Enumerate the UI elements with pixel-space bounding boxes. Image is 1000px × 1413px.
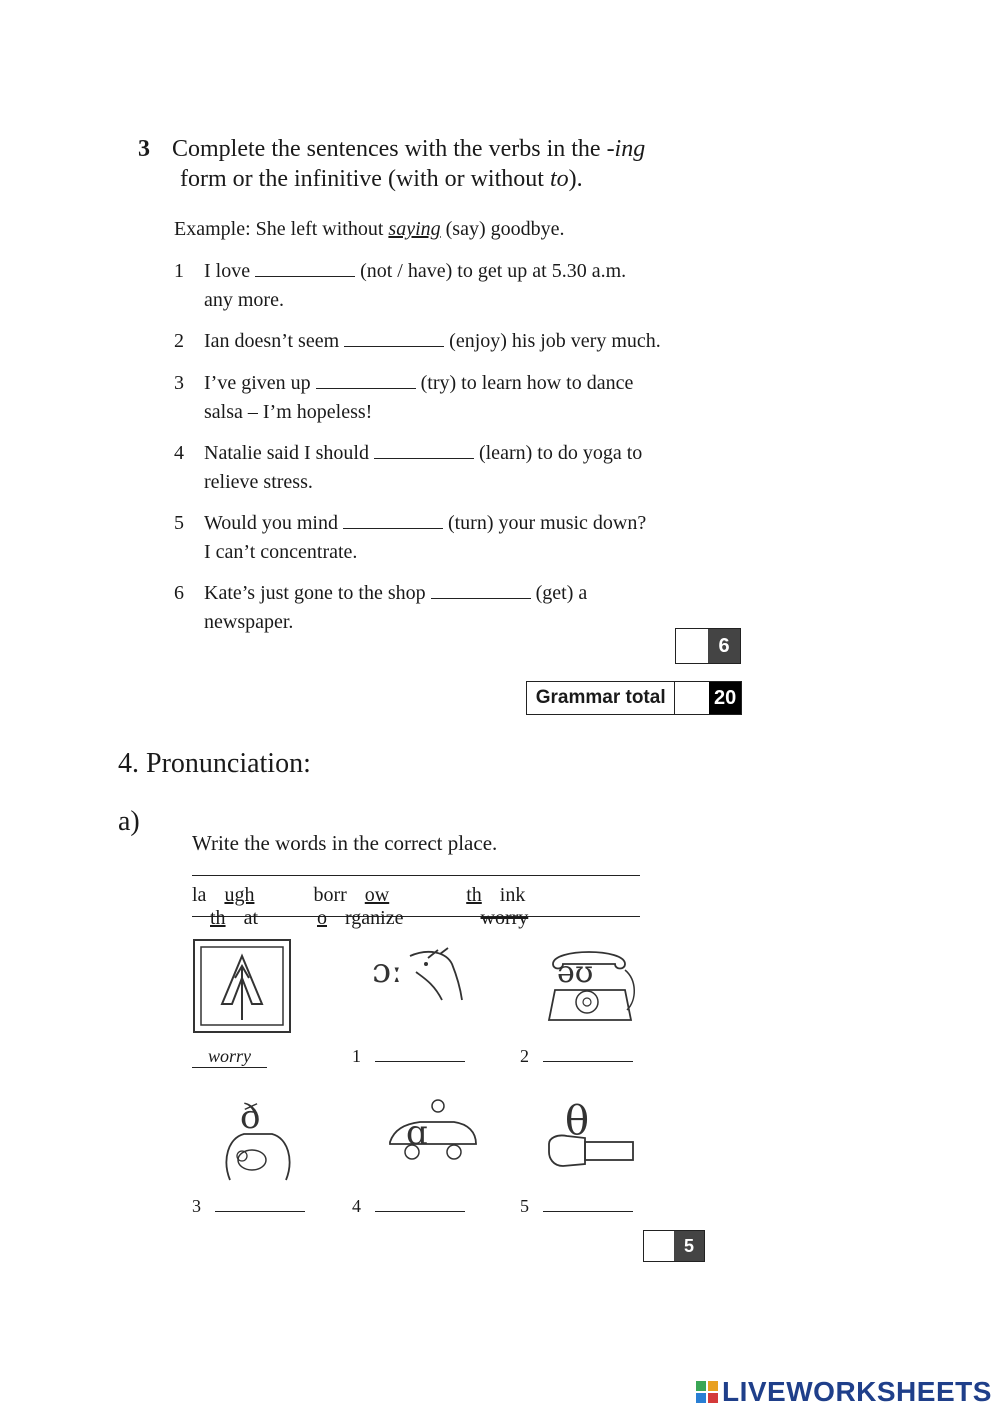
item-text-before: I’ve given up	[204, 372, 311, 394]
item-text-after: (turn) your music down?	[447, 512, 647, 534]
instruction-text-2a: form or the infinitive (with or without	[180, 166, 544, 192]
answer-blank[interactable]	[215, 1211, 305, 1212]
item-text-line2: any more.	[204, 289, 284, 311]
mother-baby-icon	[220, 1088, 296, 1184]
picture-horse	[368, 944, 468, 1002]
item-text-before: I love	[204, 260, 251, 282]
logo-icon	[696, 1381, 718, 1403]
item-text-line2: relieve stress.	[204, 471, 313, 493]
word-item-struck: worry	[480, 907, 529, 929]
grammar-total-max: 20	[709, 682, 741, 714]
answer-blank[interactable]	[375, 1061, 465, 1062]
example-answer: saying	[388, 218, 441, 240]
answer-blank[interactable]	[375, 1211, 465, 1212]
word-box	[192, 875, 640, 929]
list-item	[174, 369, 764, 439]
horse-icon	[368, 944, 468, 1004]
up-arrow-sign-icon	[192, 938, 292, 1034]
answer-blank[interactable]	[255, 258, 355, 277]
list-item	[174, 439, 764, 509]
exercise3-items	[174, 257, 764, 649]
picture-sign-up-arrow	[192, 938, 292, 1034]
picture-label-3: 3	[192, 1196, 305, 1217]
item-text-line2: newspaper.	[204, 611, 294, 633]
instruction-text-2b: ).	[568, 166, 583, 192]
word-item: la ugh	[192, 884, 255, 906]
car-icon	[384, 1094, 480, 1166]
part-a-label: a)	[118, 806, 140, 837]
item-number: 1	[174, 260, 184, 282]
pronunciation-instruction: Write the words in the correct place.	[192, 831, 498, 855]
example-sentence	[174, 215, 564, 244]
logo-text: LIVEWORKSHEETS	[722, 1376, 992, 1407]
picture-label-5: 5	[520, 1196, 633, 1217]
item-number: 4	[174, 442, 184, 464]
exercise3-instruction	[138, 134, 778, 194]
grammar-total-box	[526, 681, 742, 715]
exercise3-score-box	[675, 628, 741, 664]
instruction-text-1: Complete the sentences with the verbs in the	[172, 136, 601, 162]
picture-car	[384, 1094, 480, 1166]
instruction-to: to	[549, 166, 569, 192]
pronunciation-score-box	[643, 1230, 705, 1262]
svg-text:əʊ: əʊ	[557, 955, 594, 990]
word-item: borr ow	[313, 884, 390, 906]
item-text-after: (try) to learn how to dance	[420, 372, 634, 394]
score-max: 6	[708, 629, 740, 663]
pronunciation-heading: 4. Pronunciation:	[118, 748, 311, 779]
example-after: (say) goodbye.	[445, 218, 565, 240]
svg-text:ɔː: ɔː	[372, 951, 403, 991]
item-number: 2	[174, 330, 184, 352]
picture-label-4: 4	[352, 1196, 465, 1217]
item-text-before: Natalie said I should	[204, 442, 369, 464]
score-input[interactable]	[644, 1231, 674, 1261]
thumb-icon	[545, 1094, 637, 1174]
item-text-before: Would you mind	[204, 512, 338, 534]
item-text-after: (get) a	[535, 582, 588, 604]
picture-answer-0	[192, 1046, 267, 1068]
answer-blank[interactable]	[431, 580, 531, 599]
answer-blank[interactable]	[343, 510, 443, 529]
item-text-before: Kate’s just gone to the shop	[204, 582, 426, 604]
liveworksheets-logo	[696, 1376, 992, 1408]
answer-blank[interactable]	[316, 370, 416, 389]
example-label: Example:	[174, 218, 251, 240]
svg-text:ɑ: ɑ	[406, 1113, 428, 1153]
svg-text:ð: ð	[240, 1097, 261, 1137]
word-item: o rganize	[317, 907, 404, 929]
item-number: 6	[174, 582, 184, 604]
list-item	[174, 509, 764, 579]
answer-blank[interactable]	[543, 1061, 633, 1062]
word-list	[192, 876, 640, 930]
score-input[interactable]	[676, 629, 708, 663]
score-max: 5	[674, 1231, 704, 1261]
item-text-after: (enjoy) his job very much.	[449, 330, 661, 352]
picture-mother-baby	[220, 1088, 296, 1184]
item-text-after: (learn) to do yoga to	[478, 442, 643, 464]
word-item: th ink	[466, 884, 526, 906]
picture-label-2: 2	[520, 1046, 633, 1067]
exercise-number: 3	[138, 136, 150, 162]
picture-telephone	[545, 940, 640, 1024]
example-answer-worry: worry	[207, 1046, 251, 1066]
instruction-ing: -ing	[606, 136, 646, 162]
word-item: th at	[210, 907, 258, 929]
picture-thumb	[545, 1094, 637, 1174]
item-number: 5	[174, 512, 184, 534]
example-before: She left without	[255, 218, 384, 240]
answer-blank[interactable]	[344, 328, 444, 347]
item-number: 3	[174, 372, 184, 394]
list-item	[174, 257, 764, 327]
telephone-icon	[545, 940, 640, 1024]
item-text-before: Ian doesn’t seem	[204, 330, 340, 352]
item-text-line2: I can’t concentrate.	[204, 541, 358, 563]
picture-label-1: 1	[352, 1046, 465, 1067]
answer-blank[interactable]	[543, 1211, 633, 1212]
answer-blank[interactable]	[374, 440, 474, 459]
item-text-after: (not / have) to get up at 5.30 a.m.	[360, 260, 627, 282]
svg-text:θ: θ	[565, 1098, 590, 1144]
grammar-total-input[interactable]	[675, 682, 709, 714]
grammar-total-label: Grammar total	[527, 682, 675, 714]
item-text-line2: salsa – I’m hopeless!	[204, 401, 373, 423]
list-item	[174, 327, 764, 369]
